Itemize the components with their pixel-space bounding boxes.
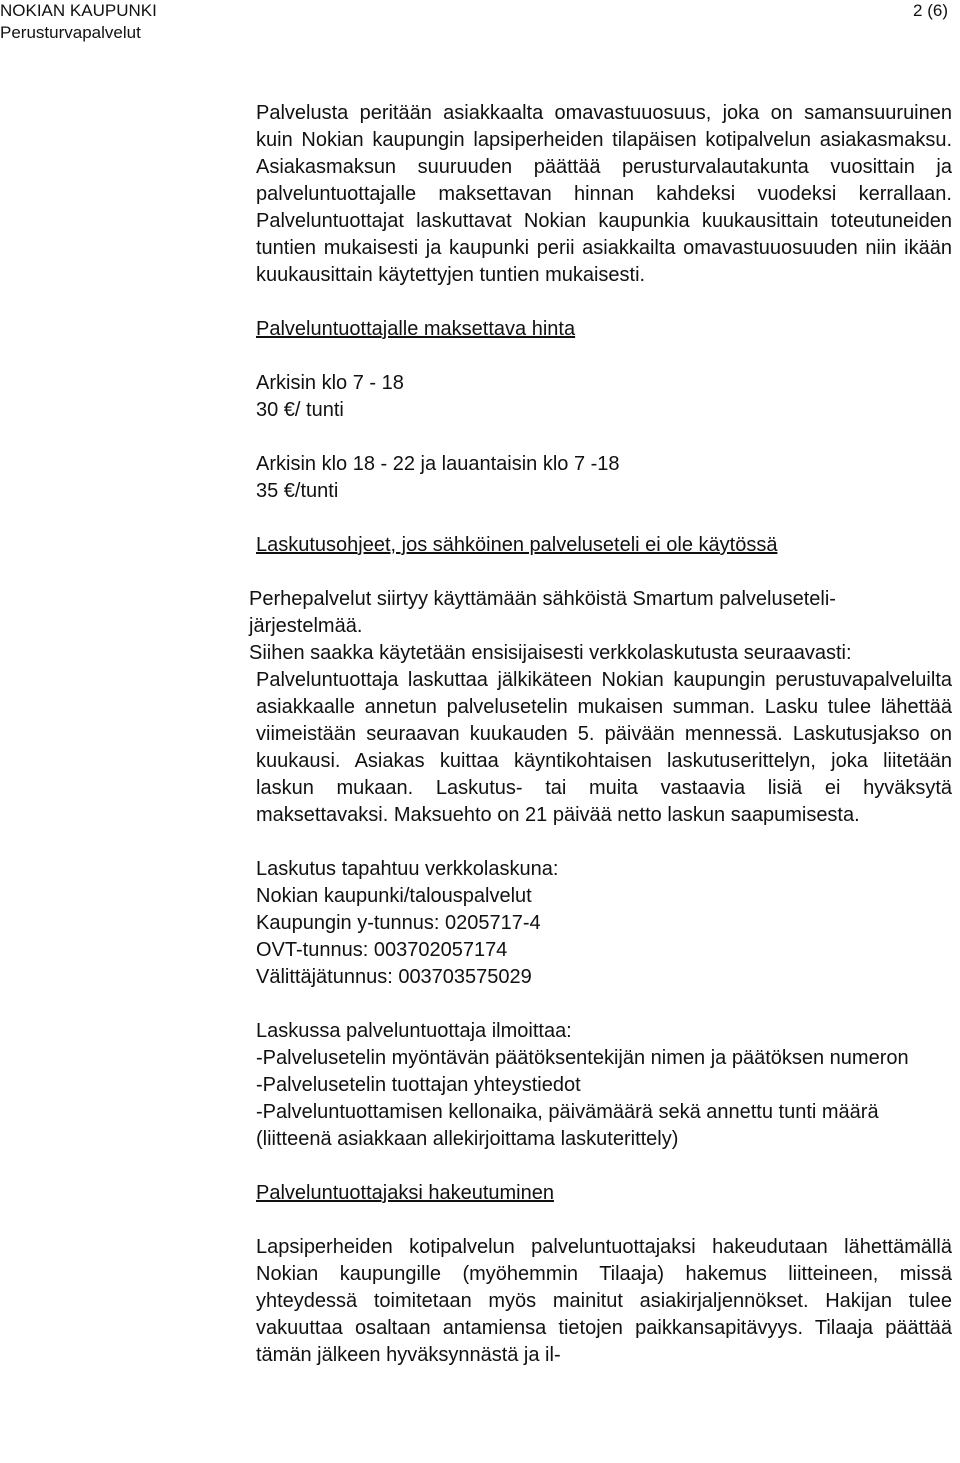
intro-paragraph: Palvelusta peritään asiakkaalta omavastuuosuus, joka on samansuuruinen kuin Nokian kaupungin lapsiperheiden tilapäisen kotipalvelun asiakasmaksu. Asiakasmaksun suuruuden päättää perusturvalautakunta vuosittain ja palveluntuottajalle maksettavan hinnan kahdeksi vuodeksi kerrallaan. Palveluntuottajat laskuttavat Nokian kaupunkia kuukausittain toteutuneiden tuntien mukaisesti ja kaupunki perii asiakkailta omavastuuosuuden niin ikään kuukausittain käytettyjen tuntien mukaisesti. — [256, 102, 952, 286]
billing-line1: Perhepalvelut siirtyy käyttämään sähköistä Smartum palveluseteli- — [249, 588, 836, 610]
billing-line3: Siihen saakka käytetään ensisijaisesti verkkolaskutusta seuraavasti: — [249, 642, 852, 664]
einvoice-ovt: OVT-tunnus: 003702057174 — [256, 939, 508, 961]
invoice-contents-item1: -Palvelusetelin myöntävän päätöksentekijän nimen ja päätöksen numeron — [256, 1047, 909, 1069]
einvoice-business-id: Kaupungin y-tunnus: 0205717-4 — [256, 912, 541, 934]
einvoice-title: Laskutus tapahtuu verkkolaskuna: — [256, 858, 559, 880]
invoice-contents-item3: -Palveluntuottamisen kellonaika, päivämäärä sekä annettu tunti määrä (liitteenä asiakkaan allekirjoittama laskuterittely) — [256, 1101, 879, 1150]
invoice-contents-title: Laskussa palveluntuottaja ilmoittaa: — [256, 1020, 572, 1042]
document-body — [249, 100, 952, 1369]
rate2-label: Arkisin klo 18 - 22 ja lauantaisin klo 7 -18 — [256, 453, 620, 475]
billing-heading: Laskutusohjeet, jos sähköinen palveluseteli ei ole käytössä — [256, 534, 778, 556]
page-header — [0, 0, 157, 44]
einvoice-intermediary: Välittäjätunnus: 003703575029 — [256, 966, 532, 988]
rate1-label: Arkisin klo 7 - 18 — [256, 372, 404, 394]
invoice-contents-item2: -Palvelusetelin tuottajan yhteystiedot — [256, 1074, 581, 1096]
application-paragraph: Lapsiperheiden kotipalvelun palveluntuottajaksi hakeudutaan lähettämällä Nokian kaupungille (myöhemmin Tilaaja) hakemus liitteineen, missä yhteydessä toimitetaan myös mainitut asiakirjaljennökset. Hakijan tulee vakuuttaa osaltaan antamiensa tietojen paikkansapitävyys. Tilaaja päättää tämän jälkeen hyväksynnästä ja il- — [256, 1236, 952, 1366]
department-name: Perusturvapalvelut — [0, 23, 141, 42]
page-number: 2 (6) — [913, 1, 948, 20]
einvoice-recipient: Nokian kaupunki/talouspalvelut — [256, 885, 532, 907]
billing-line2: järjestelmää. — [249, 615, 363, 637]
price-heading: Palveluntuottajalle maksettava hinta — [256, 318, 576, 340]
org-name: NOKIAN KAUPUNKI — [0, 1, 157, 20]
billing-paragraph: Palveluntuottaja laskuttaa jälkikäteen Nokian kaupungin perustuvapalveluilta asiakkaalle annetun palvelusetelin mukaisen summan. Lasku tulee lähettää viimeistään seuraavan kuukauden 5. päivään mennessä. Laskutusjakso on kuukausi. Asiakas kuittaa käyntikohtaisen laskutuserittelyn, joka liitetään laskun mukaan. Laskutus- tai muita vastaavia lisiä ei hyväksytä maksettavaksi. Maksuehto on 21 päivää netto laskun saapumisesta. — [256, 669, 952, 826]
rate2-price: 35 €/tunti — [256, 480, 339, 502]
rate1-price: 30 €/ tunti — [256, 399, 344, 421]
application-heading: Palveluntuottajaksi hakeutuminen — [256, 1182, 554, 1204]
